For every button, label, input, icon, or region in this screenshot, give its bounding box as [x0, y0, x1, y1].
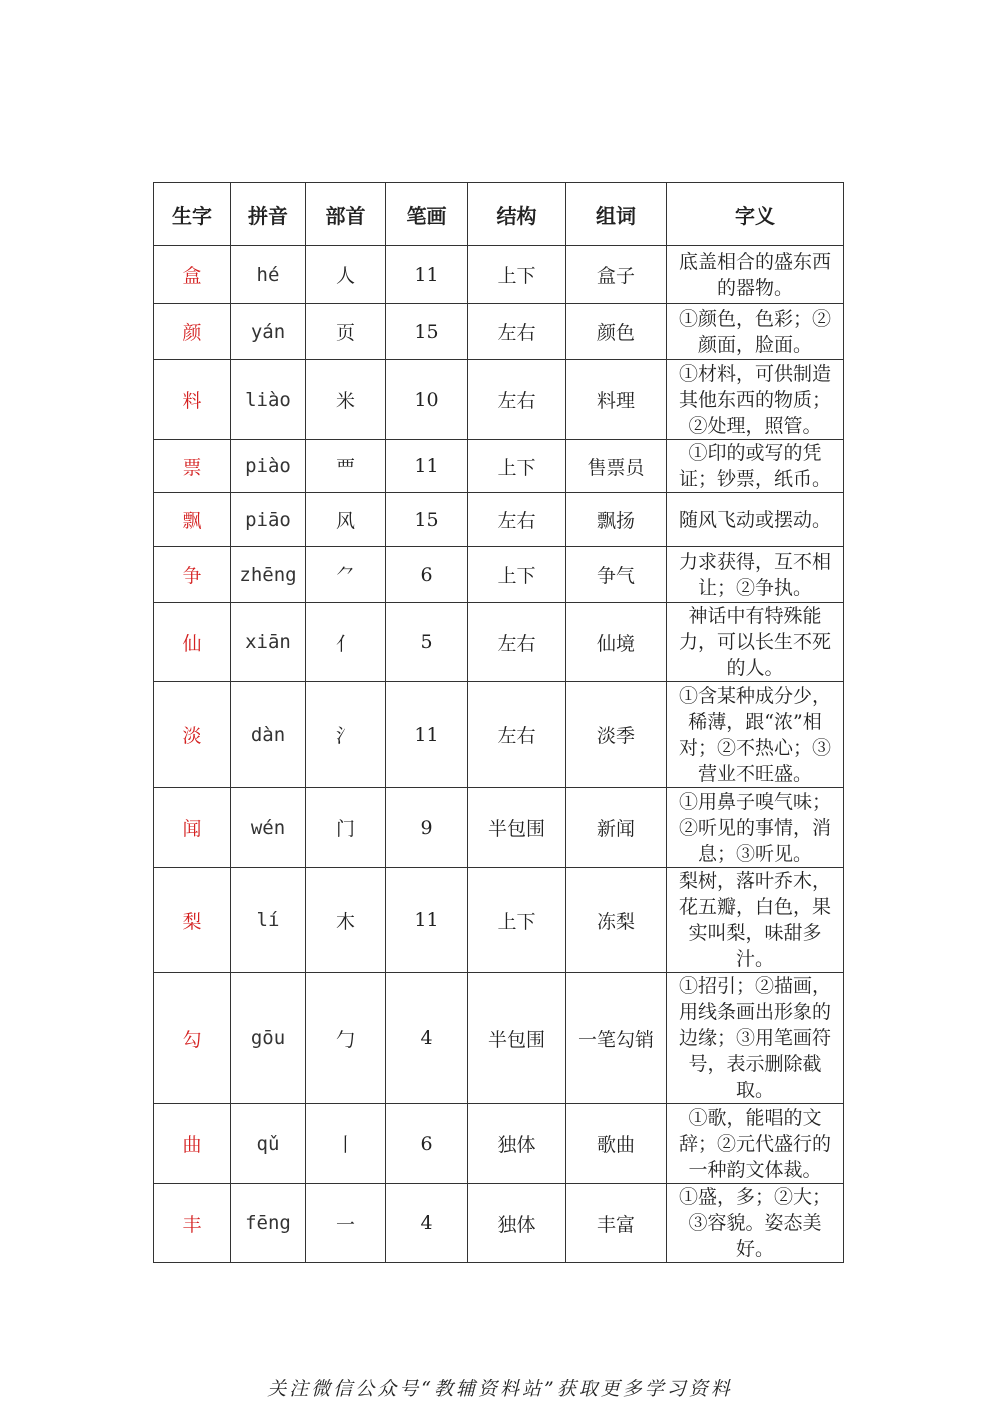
cell-char: 票: [154, 440, 231, 493]
cell-char: 闻: [154, 788, 231, 868]
header-cell-meaning: 字义: [667, 183, 844, 246]
cell-radical: 米: [306, 360, 386, 440]
cell-pinyin: dàn: [231, 682, 306, 788]
cell-char: 争: [154, 547, 231, 603]
cell-meaning: ①盛，多；②大；③容貌。姿态美好。: [667, 1184, 844, 1263]
vocab-table: [153, 182, 844, 1263]
cell-meaning: 底盖相合的盛东西的器物。: [667, 246, 844, 304]
cell-radical: 木: [306, 868, 386, 973]
cell-word: 料理: [566, 360, 667, 440]
cell-char: 梨: [154, 868, 231, 973]
cell-strokes: 4: [386, 973, 468, 1104]
header-cell-word: 组词: [566, 183, 667, 246]
cell-pinyin: liào: [231, 360, 306, 440]
cell-word: 飘扬: [566, 493, 667, 547]
cell-structure: 左右: [468, 360, 566, 440]
cell-meaning: ①颜色，色彩；②颜面，脸面。: [667, 304, 844, 360]
table-row: [154, 493, 844, 547]
cell-meaning: ①用鼻子嗅气味；②听见的事情，消息；③听见。: [667, 788, 844, 868]
table-row: [154, 868, 844, 973]
table-row: [154, 973, 844, 1104]
cell-word: 冻梨: [566, 868, 667, 973]
cell-structure: 独体: [468, 1184, 566, 1263]
cell-word: 一笔勾销: [566, 973, 667, 1104]
cell-strokes: 11: [386, 246, 468, 304]
cell-pinyin: yán: [231, 304, 306, 360]
cell-meaning: ①歌，能唱的文辞；②元代盛行的一种韵文体裁。: [667, 1104, 844, 1184]
cell-pinyin: fēng: [231, 1184, 306, 1263]
table-row: [154, 360, 844, 440]
cell-strokes: 10: [386, 360, 468, 440]
cell-strokes: 11: [386, 440, 468, 493]
cell-meaning: 梨树，落叶乔木，花五瓣，白色，果实叫梨，味甜多汁。: [667, 868, 844, 973]
cell-meaning: ①材料，可供制造其他东西的物质；②处理，照管。: [667, 360, 844, 440]
cell-meaning: ①招引；②描画，用线条画出形象的边缘；③用笔画符号，表示删除截取。: [667, 973, 844, 1104]
cell-strokes: 15: [386, 304, 468, 360]
cell-strokes: 11: [386, 868, 468, 973]
table-row: [154, 603, 844, 682]
cell-word: 淡季: [566, 682, 667, 788]
cell-pinyin: hé: [231, 246, 306, 304]
cell-char: 仙: [154, 603, 231, 682]
cell-pinyin: piào: [231, 440, 306, 493]
table-row: [154, 788, 844, 868]
cell-meaning: ①含某种成分少，稀薄，跟“浓”相对；②不热心；③营业不旺盛。: [667, 682, 844, 788]
cell-structure: 左右: [468, 682, 566, 788]
cell-radical: 氵: [306, 682, 386, 788]
cell-strokes: 4: [386, 1184, 468, 1263]
cell-structure: 半包围: [468, 788, 566, 868]
cell-radical: ⺈: [306, 547, 386, 603]
cell-char: 飘: [154, 493, 231, 547]
header-cell-char: 生字: [154, 183, 231, 246]
cell-structure: 上下: [468, 246, 566, 304]
table-row: [154, 547, 844, 603]
cell-word: 仙境: [566, 603, 667, 682]
cell-radical: 勹: [306, 973, 386, 1104]
table-row: [154, 682, 844, 788]
cell-strokes: 5: [386, 603, 468, 682]
cell-structure: 上下: [468, 868, 566, 973]
cell-strokes: 11: [386, 682, 468, 788]
cell-word: 争气: [566, 547, 667, 603]
header-cell-strokes: 笔画: [386, 183, 468, 246]
table-row: [154, 246, 844, 304]
cell-word: 售票员: [566, 440, 667, 493]
header-cell-radical: 部首: [306, 183, 386, 246]
cell-word: 歌曲: [566, 1104, 667, 1184]
cell-strokes: 15: [386, 493, 468, 547]
table-row: [154, 440, 844, 493]
header-row: [154, 183, 844, 246]
cell-word: 丰富: [566, 1184, 667, 1263]
cell-structure: 左右: [468, 304, 566, 360]
cell-word: 新闻: [566, 788, 667, 868]
cell-strokes: 6: [386, 1104, 468, 1184]
cell-char: 勾: [154, 973, 231, 1104]
cell-pinyin: gōu: [231, 973, 306, 1104]
cell-pinyin: lí: [231, 868, 306, 973]
footer-note: 关注微信公众号“教辅资料站”获取更多学习资料: [267, 1378, 733, 1400]
cell-radical: 覀: [306, 440, 386, 493]
cell-char: 颜: [154, 304, 231, 360]
cell-meaning: 神话中有特殊能力，可以长生不死的人。: [667, 603, 844, 682]
cell-strokes: 6: [386, 547, 468, 603]
cell-char: 淡: [154, 682, 231, 788]
cell-word: 颜色: [566, 304, 667, 360]
cell-pinyin: wén: [231, 788, 306, 868]
cell-char: 盒: [154, 246, 231, 304]
cell-radical: 人: [306, 246, 386, 304]
cell-pinyin: qǔ: [231, 1104, 306, 1184]
cell-meaning: 随风飞动或摆动。: [667, 493, 844, 547]
cell-word: 盒子: [566, 246, 667, 304]
cell-pinyin: xiān: [231, 603, 306, 682]
table-row: [154, 1184, 844, 1263]
cell-radical: 页: [306, 304, 386, 360]
cell-strokes: 9: [386, 788, 468, 868]
header-cell-structure: 结构: [468, 183, 566, 246]
table-row: [154, 1104, 844, 1184]
cell-pinyin: piāo: [231, 493, 306, 547]
cell-structure: 左右: [468, 603, 566, 682]
cell-radical: 丨: [306, 1104, 386, 1184]
header-cell-pinyin: 拼音: [231, 183, 306, 246]
cell-structure: 半包围: [468, 973, 566, 1104]
cell-structure: 上下: [468, 547, 566, 603]
cell-radical: 亻: [306, 603, 386, 682]
cell-meaning: ①印的或写的凭证；钞票，纸币。: [667, 440, 844, 493]
cell-char: 料: [154, 360, 231, 440]
table-row: [154, 304, 844, 360]
cell-structure: 上下: [468, 440, 566, 493]
cell-pinyin: zhēng: [231, 547, 306, 603]
cell-radical: 风: [306, 493, 386, 547]
cell-radical: 门: [306, 788, 386, 868]
cell-structure: 独体: [468, 1104, 566, 1184]
cell-radical: 一: [306, 1184, 386, 1263]
cell-char: 曲: [154, 1104, 231, 1184]
cell-meaning: 力求获得，互不相让；②争执。: [667, 547, 844, 603]
cell-char: 丰: [154, 1184, 231, 1263]
cell-structure: 左右: [468, 493, 566, 547]
